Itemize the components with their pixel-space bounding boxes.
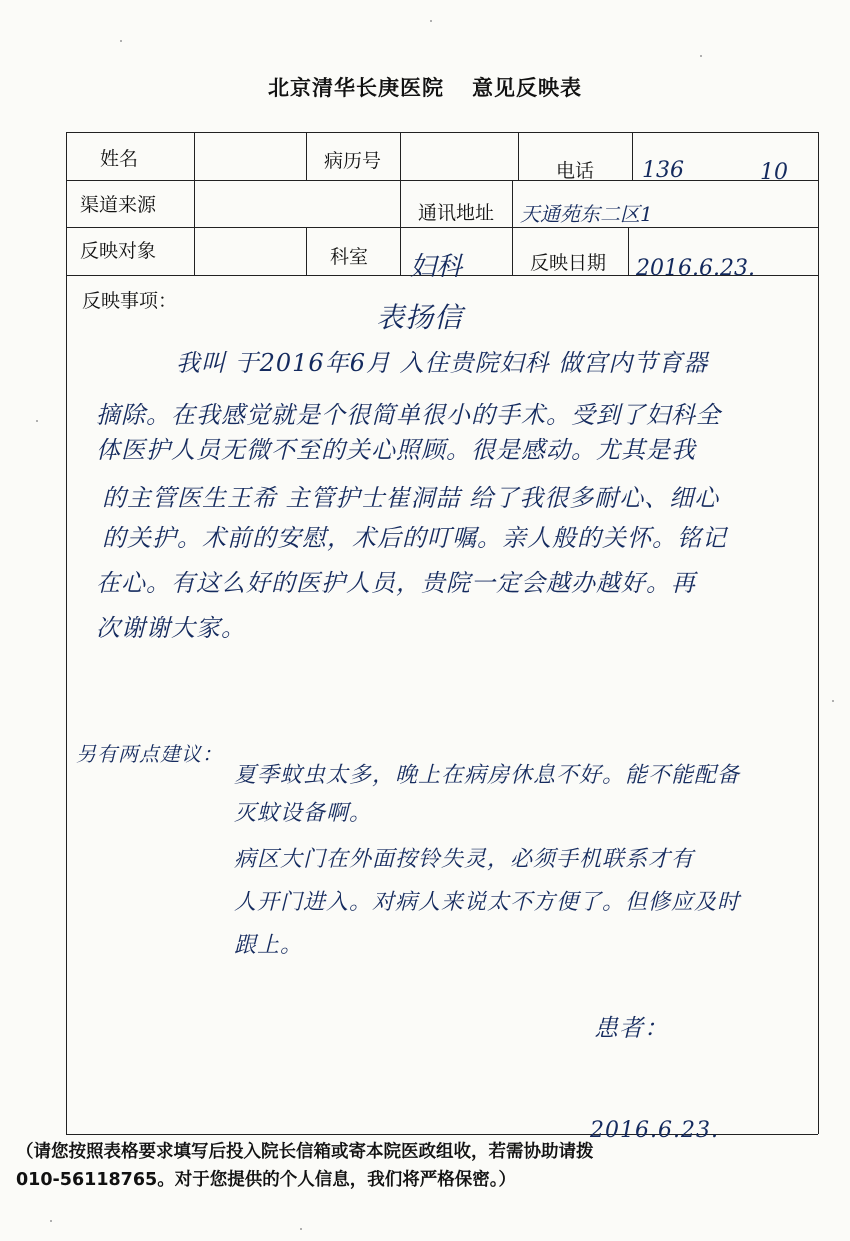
grid-line-top [66, 132, 818, 133]
footer-line-2: 010-56118765。对于您提供的个人信息，我们将严格保密。） [16, 1170, 516, 1190]
form-title [0, 72, 850, 102]
date-value: 2016.6.23. [636, 256, 755, 281]
suggestion-line-4: 人开门进入。对病人来说太不方便了。但修应及时 [234, 890, 741, 915]
footer-note [16, 1138, 826, 1194]
phone-value-prefix: 136 [642, 158, 684, 183]
suggestion-line-1: 夏季蚊虫太多，晚上在病房休息不好。能不能配备 [234, 763, 741, 788]
suggestions-label: 另有两点建议： [76, 742, 223, 766]
grid-line-col3 [400, 132, 401, 275]
scan-speck [700, 55, 702, 57]
grid-line-left [66, 132, 67, 1134]
date-label: 反映日期 [530, 252, 607, 274]
signature-label: 患者： [594, 1014, 669, 1042]
channel-label: 渠道来源 [80, 194, 157, 216]
grid-line-col2 [306, 132, 307, 180]
hospital-name: 北京清华长庚医院 [268, 76, 444, 100]
suggestion-line-5: 跟上。 [234, 933, 304, 958]
letter-line-4: 的主管医生王希 主管护士崔洞喆 给了我很多耐心、细心 [102, 484, 720, 512]
phone-value-suffix: 10 [760, 160, 788, 185]
letter-heading: 表扬信 [376, 301, 464, 334]
grid-line-col1 [194, 132, 195, 275]
footer-line-1: （请您按照表格要求填写后投入院长信箱或寄本院医政组收，若需协助请拨 [16, 1142, 594, 1162]
grid-line-col4a [518, 132, 519, 180]
name-label: 姓名 [100, 148, 139, 170]
suggestion-line-2: 灭蚊设备啊。 [234, 801, 373, 826]
scan-speck [300, 1228, 302, 1230]
grid-line-row2 [66, 227, 818, 228]
matter-label: 反映事项： [82, 290, 178, 312]
grid-line-col5a [632, 132, 633, 180]
address-label: 通讯地址 [418, 202, 495, 224]
address-value: 天通苑东二区1 [520, 202, 653, 226]
letter-line-6: 在心。有这么好的医护人员，贵院一定会越办越好。再 [96, 569, 696, 597]
signature-date: 2016.6.23. [590, 1118, 719, 1143]
scan-speck [832, 700, 834, 702]
grid-line-col4b [512, 180, 513, 275]
dept-label: 科室 [330, 246, 369, 268]
form-name: 意见反映表 [472, 76, 582, 100]
grid-line-col2b [306, 227, 307, 275]
letter-line-2: 摘除。在我感觉就是个很简单很小的手术。受到了妇科全 [96, 401, 721, 429]
dept-value: 妇科 [410, 252, 463, 282]
scan-speck [50, 1220, 52, 1222]
scan-speck [430, 20, 432, 22]
grid-line-col5b [628, 227, 629, 275]
subject-label: 反映对象 [80, 240, 157, 262]
scan-speck [36, 420, 38, 422]
grid-line-right [818, 132, 819, 1134]
letter-line-5: 的关护。术前的安慰，术后的叮嘱。亲人般的关怀。铭记 [102, 524, 727, 552]
record-no-label: 病历号 [324, 150, 382, 172]
phone-label: 电话 [556, 160, 595, 182]
grid-line-row1 [66, 180, 818, 181]
letter-line-7: 次谢谢大家。 [96, 614, 246, 642]
letter-line-3: 体医护人员无微不至的关心照顾。很是感动。尤其是我 [96, 436, 696, 464]
scan-speck [120, 40, 122, 42]
letter-line-1: 我叫 于2016年6月 入住贵院妇科 做宫内节育器 [176, 349, 709, 377]
suggestion-line-3: 病区大门在外面按铃失灵，必须手机联系才有 [234, 847, 695, 872]
